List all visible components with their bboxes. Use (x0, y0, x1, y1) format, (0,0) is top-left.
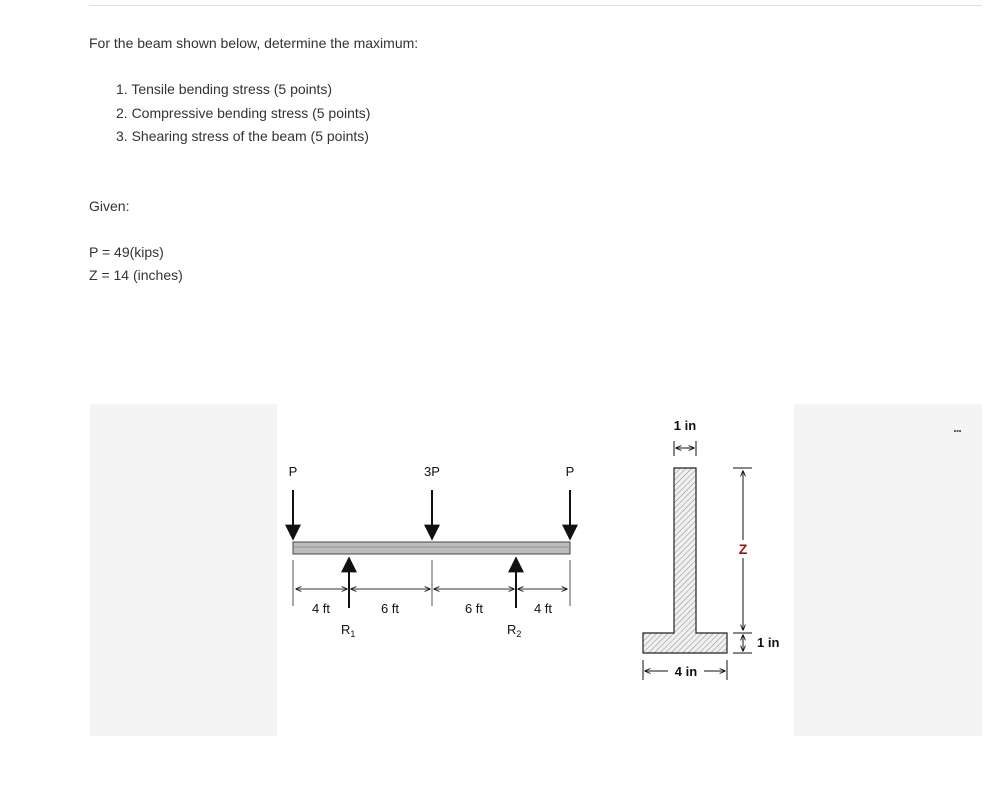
question-item: 2. Compressive bending stress (5 points) (116, 104, 371, 121)
load-label-right: P (565, 464, 575, 479)
height-label: Z (738, 541, 748, 557)
problem-intro: For the beam shown below, determine the maximum: (89, 35, 419, 51)
given-p: P = 49(kips) (89, 244, 164, 260)
flange-thickness-label: 1 in (757, 635, 780, 650)
question-item: 3. Shearing stress of the beam (5 points) (116, 128, 369, 144)
reaction-label-r1: $R_1$ (341, 622, 356, 639)
given-label: Given: (89, 198, 130, 214)
load-label-left: P (288, 464, 298, 479)
more-options-button[interactable]: ... (953, 420, 961, 435)
top-divider (89, 5, 982, 6)
beam-figure (277, 404, 794, 736)
figure-panel-right (794, 404, 982, 736)
load-label-center: 3P (424, 464, 440, 479)
figure-panel-left (90, 404, 277, 736)
dim-label-4: 4 ft (533, 601, 553, 616)
web-thickness-label: 1 in (673, 418, 697, 433)
dim-label-2: 6 ft (380, 601, 400, 616)
reaction-label-r2: $R_2$ (507, 622, 522, 639)
dim-label-3: 6 ft (464, 601, 484, 616)
flange-width-label: 4 in (674, 664, 698, 679)
dim-label-1: 4 ft (311, 601, 331, 616)
question-list (116, 80, 370, 151)
given-z: Z = 14 (inches) (89, 267, 183, 283)
beam (293, 542, 570, 554)
cross-section (643, 468, 727, 653)
question-item: 1. Tensile bending stress (5 points) (116, 81, 333, 97)
dimension-ticks (293, 560, 570, 606)
